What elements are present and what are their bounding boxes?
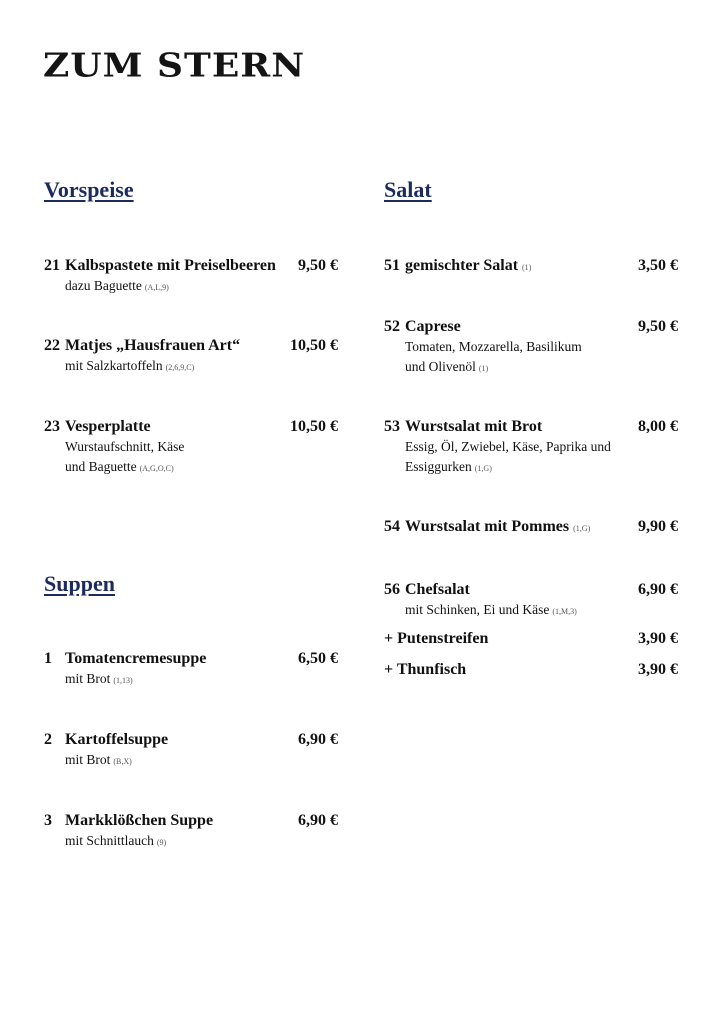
item-name: Tomatencremesuppe [65,650,207,667]
allergen-codes: (2,6,9,C) [165,363,195,372]
menu-item [44,811,338,853]
menu-item [44,649,338,691]
item-number: 3 [44,812,52,829]
item-price: 9,50 € [298,257,338,274]
menu-extra [384,660,678,680]
item-description: mit Brot [65,671,111,686]
item-price: 10,50 € [290,418,338,435]
allergen-codes: (9) [156,838,167,847]
item-price: 10,50 € [290,337,338,354]
item-name: Wurstsalat mit Pommes [405,518,570,535]
item-name: Chefsalat [405,581,470,598]
menu-item [384,256,678,278]
item-description: und Baguette [65,459,137,474]
allergen-codes: (1,G) [573,524,591,533]
menu-item [384,317,678,379]
menu-extra [384,629,678,649]
item-description: mit Salzkartoffeln [65,358,163,373]
extra-name: + Putenstreifen [384,630,489,647]
item-price: 9,50 € [638,318,678,335]
item-price: 6,90 € [298,731,338,748]
item-description: mit Schnittlauch [65,833,154,848]
item-number: 1 [44,650,52,667]
item-number: 21 [44,257,60,274]
item-number: 54 [384,518,400,535]
extra-price: 3,90 € [638,630,678,647]
page-title: ZUM STERN [43,46,306,85]
item-description: und Olivenöl [405,359,476,374]
menu-item [44,256,338,298]
item-name: Wurstsalat mit Brot [405,418,543,435]
item-number: 51 [384,257,400,274]
item-name: Kartoffelsuppe [65,731,169,748]
item-name: Vesperplatte [65,418,151,435]
item-price: 6,90 € [298,812,338,829]
item-name: Caprese [405,318,461,335]
menu-item [44,336,338,378]
item-price: 8,00 € [638,418,678,435]
allergen-codes: (B,X) [113,757,132,766]
section-title-suppen: Suppen [44,571,115,596]
item-description: dazu Baguette [65,278,142,293]
menu-item [384,417,678,479]
extra-price: 3,90 € [638,661,678,678]
item-number: 23 [44,418,60,435]
allergen-codes: (A,L,9) [144,283,169,292]
item-name: Markklößchen Suppe [65,812,214,829]
section-title-vorspeise: Vorspeise [44,177,134,202]
item-number: 52 [384,318,400,335]
item-number: 53 [384,418,400,435]
item-number: 56 [384,581,400,598]
allergen-codes: (1) [522,263,532,272]
menu-item [44,417,338,479]
item-name: gemischter Salat [405,257,519,274]
menu-item [44,730,338,772]
allergen-codes: (1,13) [113,676,133,685]
item-description: Essiggurken [405,459,472,474]
item-price: 9,90 € [638,518,678,535]
item-price: 6,90 € [638,581,678,598]
allergen-codes: (1) [478,364,489,373]
section-title-salat: Salat [384,177,432,202]
item-number: 2 [44,731,52,748]
item-description: Wurstaufschnitt, Käse [65,439,185,454]
item-description: mit Schinken, Ei und Käse [405,602,550,617]
item-name: Matjes „Hausfrauen Art“ [65,337,241,354]
menu-item [384,580,678,622]
allergen-codes: (1,G) [474,464,492,473]
item-description: mit Brot [65,752,111,767]
item-name: Kalbspastete mit Preiselbeeren [65,257,276,274]
allergen-codes: (1,M,3) [552,607,577,616]
item-number: 22 [44,337,60,354]
item-description: Essig, Öl, Zwiebel, Käse, Paprika und [405,439,611,454]
item-description: Tomaten, Mozzarella, Basilikum [405,339,582,354]
item-price: 6,50 € [298,650,338,667]
item-price: 3,50 € [638,257,678,274]
allergen-codes: (A,G,O,C) [139,464,174,473]
menu-item [384,517,678,539]
extra-name: + Thunfisch [384,661,467,678]
